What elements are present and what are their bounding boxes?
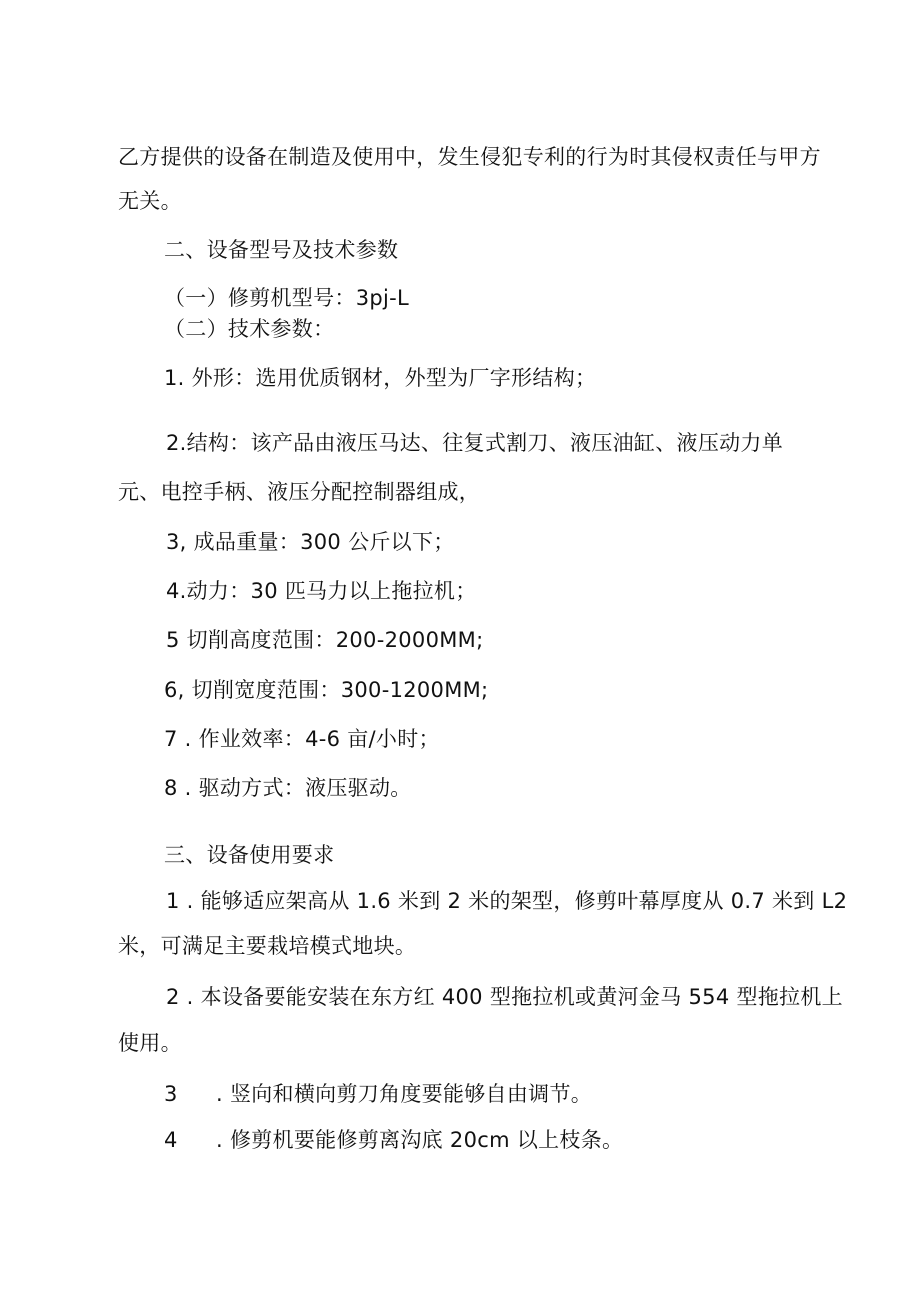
requirement-4-text: . 修剪机要能修剪离沟底 20cm 以上枝条。 <box>216 1128 624 1152</box>
requirement-2-line-1: 2 . 本设备要能安装在东方红 400 型拖拉机或黄河金马 554 型拖拉机上 <box>166 985 843 1009</box>
param-item-4: 4.动力：30 匹马力以上拖拉机； <box>166 579 477 603</box>
intro-line-1: 乙方提供的设备在制造及使用中，发生侵犯专利的行为时其侵权责任与甲方 <box>118 145 821 169</box>
param-item-5: 5 切削高度范围：200-2000MM; <box>166 628 484 652</box>
requirement-4-number: 4 <box>164 1128 178 1152</box>
params-heading: （二）技术参数： <box>164 317 335 341</box>
param-item-8: 8 . 驱动方式：液压驱动。 <box>164 776 412 800</box>
requirement-1-line-2: 米，可满足主要栽培模式地块。 <box>118 934 417 958</box>
section-3-heading: 三、设备使用要求 <box>164 843 335 867</box>
requirement-1-line-1: 1 . 能够适应架高从 1.6 米到 2 米的架型，修剪叶幕厚度从 0.7 米到 L2 <box>166 889 848 913</box>
param-item-6: 6, 切削宽度范围：300-1200MM; <box>164 678 489 702</box>
param-item-2-line-1: 2.结构：该产品由液压马达、往复式割刀、液压油缸、液压动力单 <box>166 431 784 455</box>
param-item-2-line-2: 元、电控手柄、液压分配控制器组成， <box>118 480 481 504</box>
requirement-3-text: . 竖向和横向剪刀角度要能够自由调节。 <box>216 1082 593 1106</box>
intro-line-2: 无关。 <box>118 189 182 213</box>
requirement-2-line-2: 使用。 <box>118 1031 182 1055</box>
param-item-3: 3, 成品重量：300 公斤以下； <box>166 530 455 554</box>
param-item-1: 1. 外形：选用优质钢材，外型为厂字形结构； <box>164 366 597 390</box>
section-2-heading: 二、设备型号及技术参数 <box>164 238 399 262</box>
param-item-7: 7 . 作业效率：4-6 亩/小时； <box>164 727 440 751</box>
model-line: （一）修剪机型号：3pj-L <box>164 286 410 310</box>
requirement-3-number: 3 <box>164 1082 178 1106</box>
